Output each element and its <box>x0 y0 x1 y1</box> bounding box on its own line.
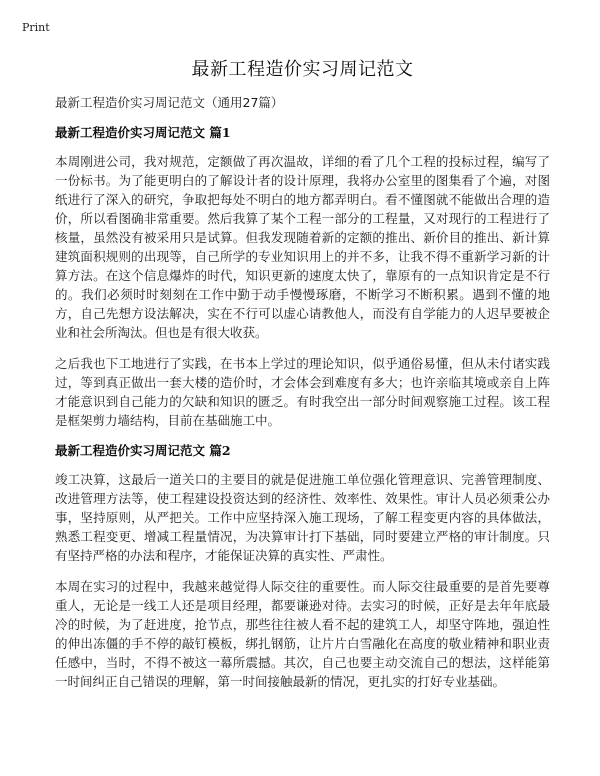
document-title: 最新工程造价实习周记范文 <box>191 59 414 80</box>
paragraph: 之后我也下工地进行了实践，在书本上学过的理论知识，似乎通俗易懂，但从未付诸实践过，等到真正做出一套大楼的造价时，才会体会到难度有多大；也许亲临其境或亲自上阵才能意识到自己能力的欠缺和知识的匮乏。有时我空出一部分时间观察施工过程。该工程是框架剪力墙结构，目前在基础施工中。 <box>55 356 550 428</box>
paragraph: 本周刚进公司，我对规范，定额做了再次温故，详细的看了几个工程的投标过程，编写了一份标书。为了能更明白的了解设计者的设计原理，我将办公室里的图集看了个遍，对图纸进行了深入的研究，争取把每处不明白的地方都弄明白。看不懂图就不能做出合理的造价，所以看图确非常重要。然后我算了某个工程一部分的工程量，又对现行的工程进行了核量，虽然没有被采用只是试算。但我发现随着新的定额的推出、新价目的推出、新计算建筑面积规则的出现等，自己所学的专业知识用上的并不多，让我不得不重新学习新的计算方法。在这个信息爆炸的时代，知识更新的速度太快了，靠原有的一点知识肯定是不行的。我们必须时时刻刻在工作中勤于动手慢慢琢磨，不断学习不断积累。遇到不懂的地方，自己先想方设法解决，实在不行可以虚心请教他人，而没有自学能力的人迟早要被企业和社会所淘汰。但也是有很大收获。 <box>55 154 550 340</box>
document-subtitle: 最新工程造价实习周记范文（通用27篇） <box>55 95 284 110</box>
section-heading: 最新工程造价实习周记范文 篇1 <box>55 125 231 140</box>
section-heading: 最新工程造价实习周记范文 篇2 <box>55 443 231 458</box>
section-1 <box>55 123 550 430</box>
print-label: Print <box>22 21 50 34</box>
section-2 <box>55 441 550 691</box>
paragraph: 本周在实习的过程中，我越来越觉得人际交往的重要性。而人际交往最重要的是首先要尊重人，无论是一线工人还是项目经理，都要谦逊对待。去实习的时候，正好是去年年底最冷的时候，为了赶进度，抢节点，那些往往被人看不起的建筑工人，却坚守阵地，强迫性的伸出冻僵的手不停的敲钉模板，绑扎钢筋，让片片白雪融化在高度的敬业精神和职业责任感中，当时，不得不被这一幕所震撼。其次，自己也要主动交流自己的想法，这样能第一时间纠正自己错误的理解，第一时间接触最新的情况，更扎实的打好专业基础。 <box>55 579 550 689</box>
paragraph: 竣工决算，这最后一道关口的主要目的就是促进施工单位强化管理意识、完善管理制度、改进管理方法等，使工程建设投资达到的经济性、效率性、效果性。审计人员必须秉公办事，坚持原则，从严把关。工作中应坚持深入施工现场，了解工程变更内容的具体做法，熟悉工程变更、增减工程量情况，为决算审计打下基础，同时要建立严格的审计制度。只有坚持严格的办法和程序，才能保证决算的真实性、严肃性。 <box>55 472 550 563</box>
document-body <box>55 52 550 703</box>
